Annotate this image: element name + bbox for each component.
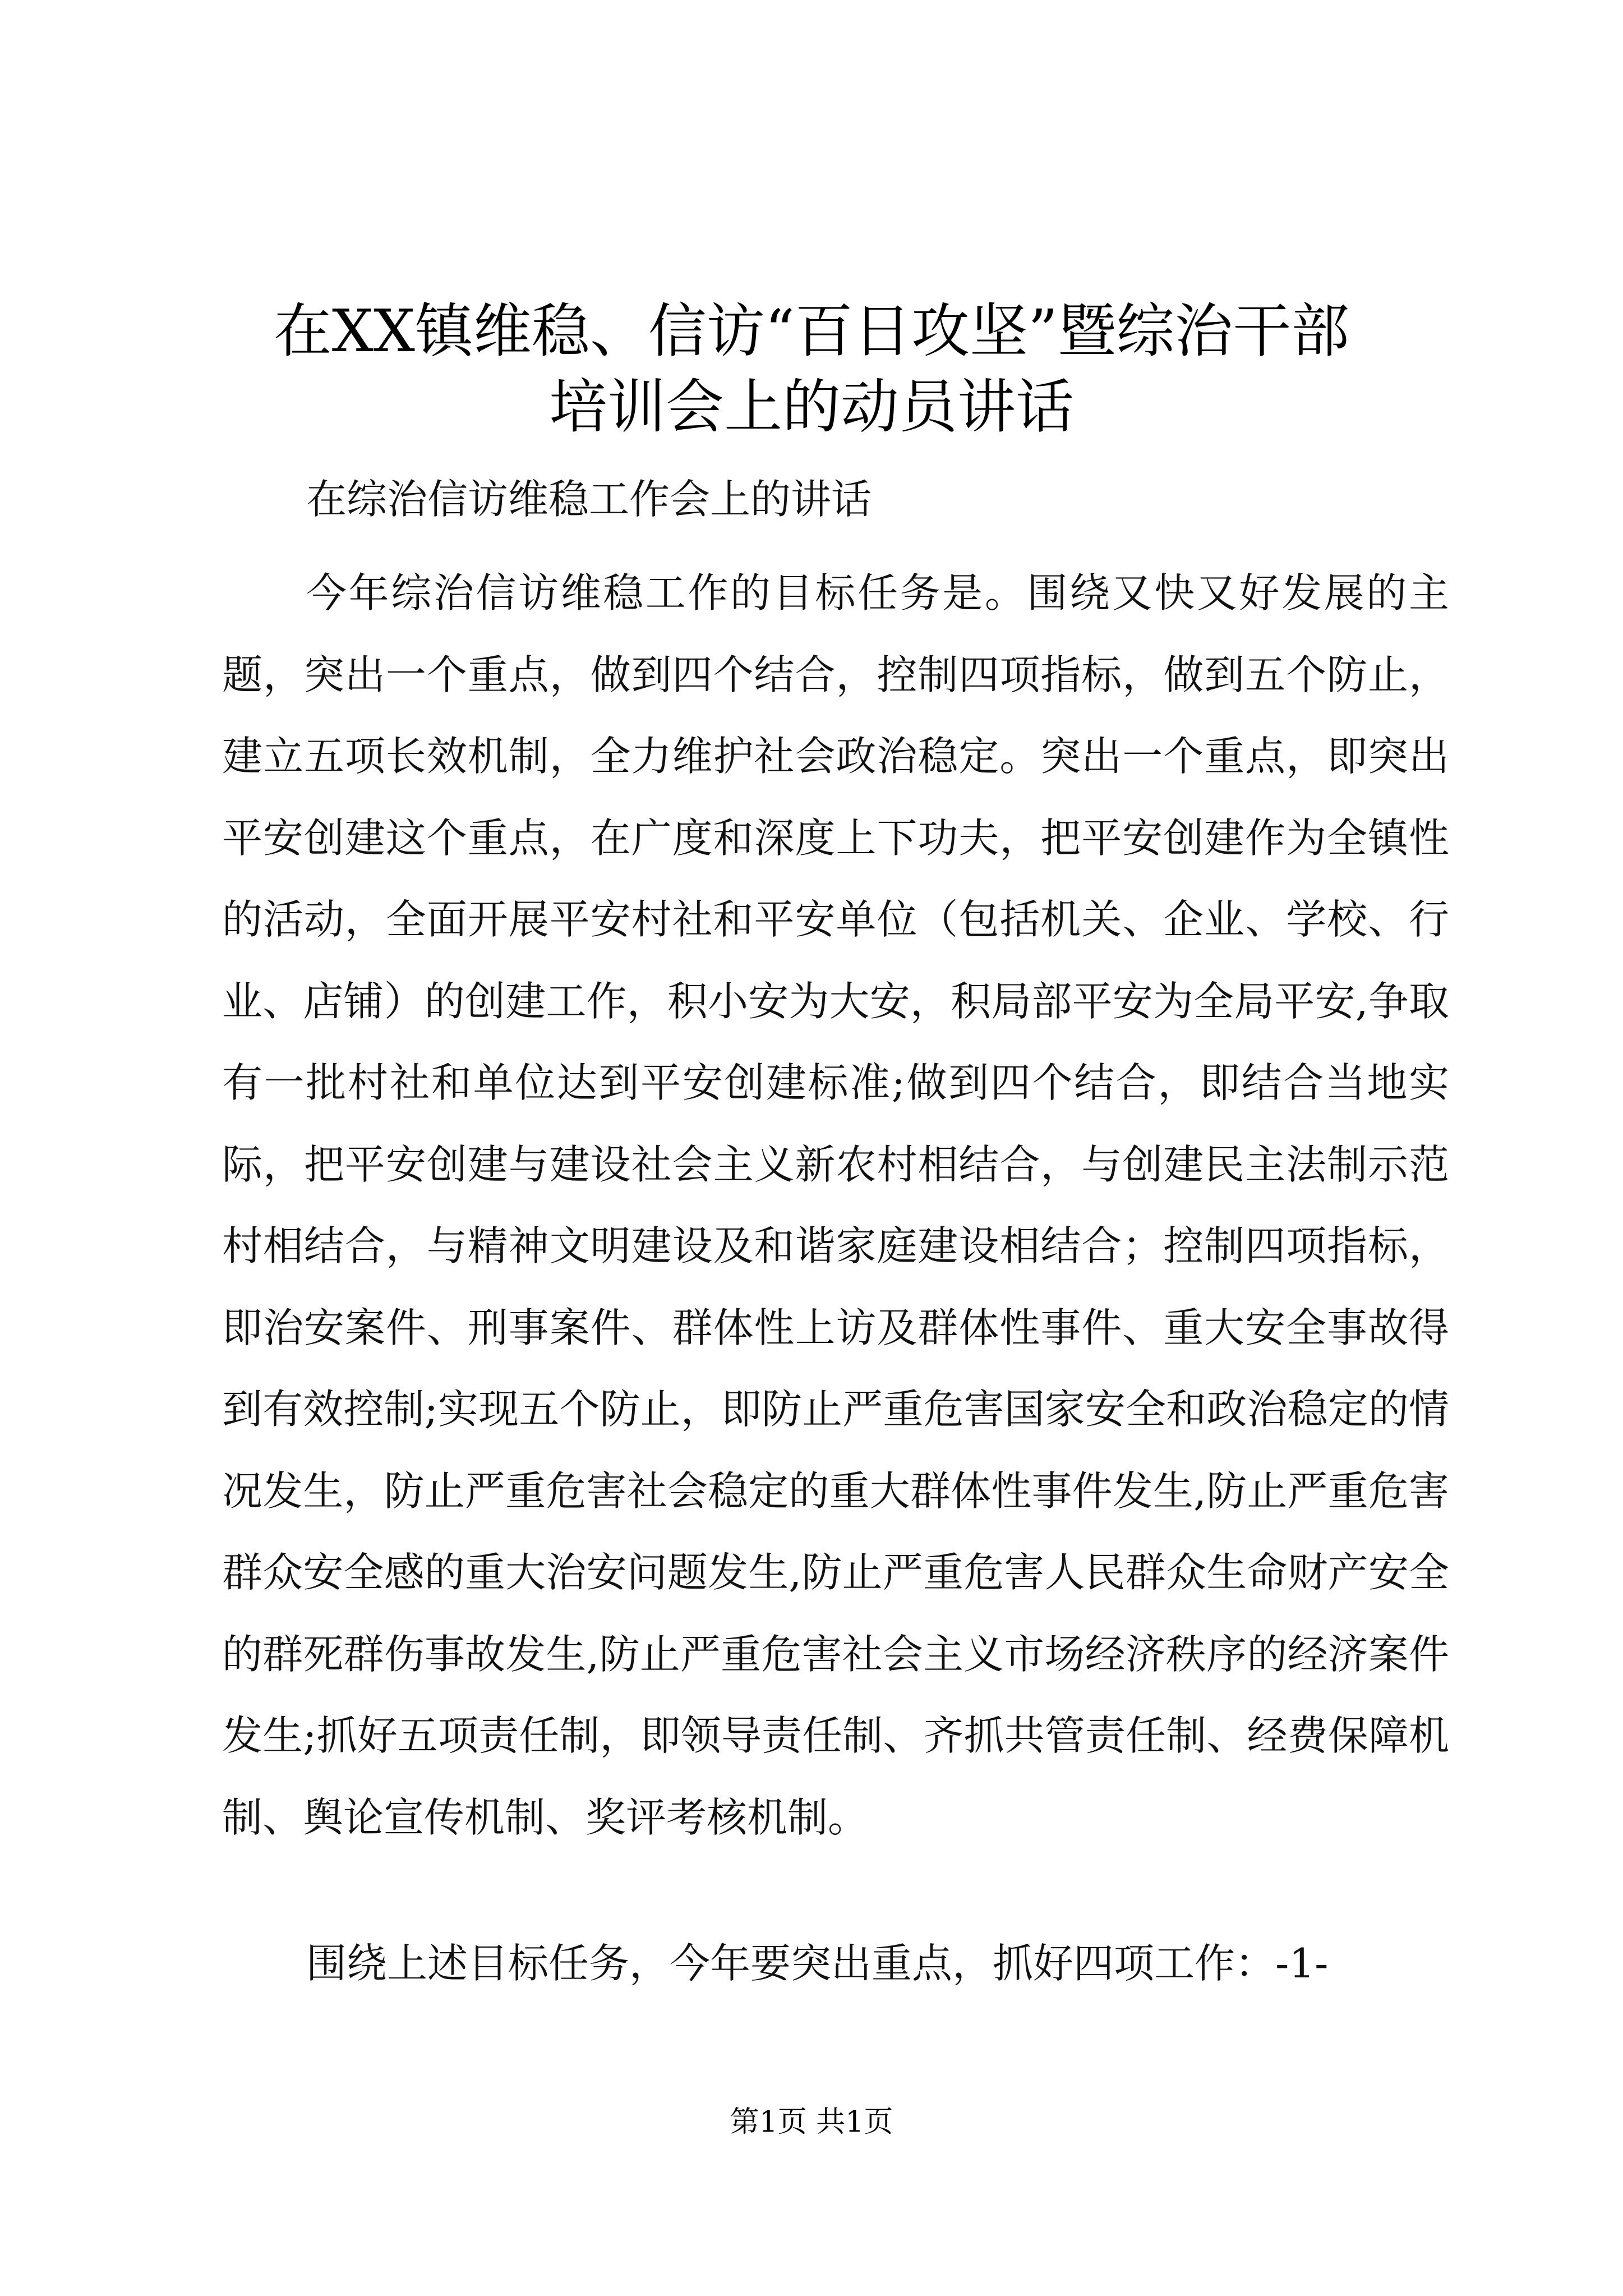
document-title-line-1: 在XX镇维稳、信访“百日攻坚”暨综治干部	[273, 297, 1350, 365]
body-paragraph-2: 围绕上述目标任务，今年要突出重点，抓好四项工作：-1-	[306, 1940, 1329, 1987]
document-title-line-2: 培训会上的动员讲话	[548, 372, 1074, 441]
speech-subtitle: 在综治信访维稳工作会上的讲话	[306, 476, 872, 523]
page-footer: 第1页 共1页	[730, 2105, 893, 2139]
body-paragraph-1: 今年综治信访维稳工作的目标任务是。围绕又快又好发展的主题，突出一个重点，做到四个结合，控制四项指标，做到五个防止，建立五项长效机制，全力维护社会政治稳定。突出一个重点，即突出平安创建这个重点，在广度和深度上下功夫，把平安创建作为全镇性的活动，全面开展平安村社和平安单位（包括机关、企业、学校、行业、店铺）的创建工作，积小安为大安，积局部平安为全局平安,争取有一批村社和单位达到平安创建标准;做到四个结合，即结合当地实际，把平安创建与建设社会主义新农村相结合，与创建民主法制示范村相结合，与精神文明建设及和谐家庭建设相结合；控制四项指标，即治安案件、刑事案件、群体性上访及群体性事件、重大安全事故得到有效控制;实现五个防止，即防止严重危害国家安全和政治稳定的情况发生，防止严重危害社会稳定的重大群体性事件发生,防止严重危害群众安全感的重大治安问题发生,防止严重危害人民群众生命财产安全的群死群伤事故发生,防止严重危害社会主义市场经济秩序的经济案件发生;抓好五项责任制，即领导责任制、齐抓共管责任制、经费保障机制、舆论宣传机制、奖评考核机制。	[222, 569, 1449, 1841]
